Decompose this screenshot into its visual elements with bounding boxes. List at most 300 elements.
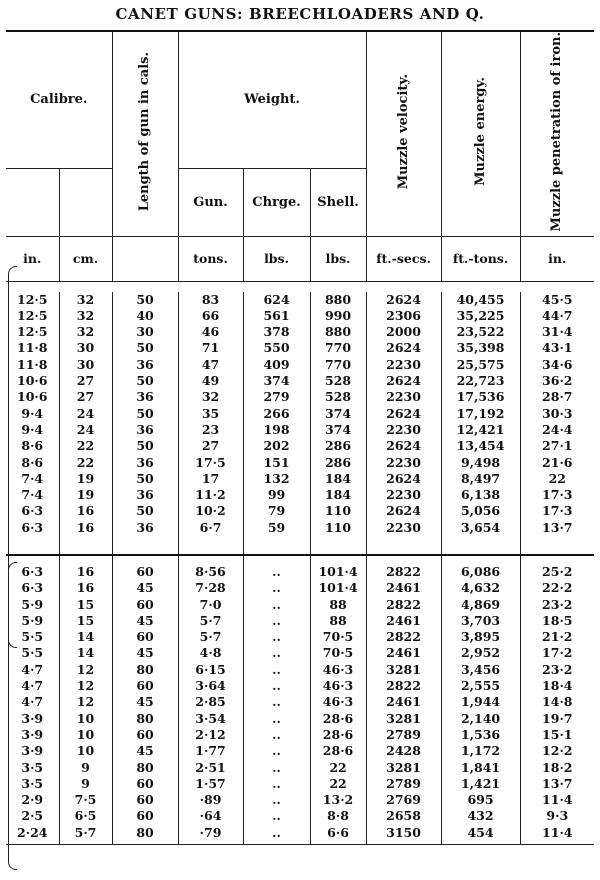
cell-energy: 4,869 [441, 597, 520, 613]
header-penetration: Muzzle penetration of iron. [520, 31, 594, 236]
header-energy: Muzzle energy. [441, 31, 520, 236]
table-row [6, 792, 594, 808]
cell-calibre-in: 2·24 [6, 825, 59, 841]
cell-velocity: 2624 [366, 438, 441, 454]
cell-velocity: 2230 [366, 357, 441, 373]
cell-energy: 1,172 [441, 743, 520, 759]
cell-length-cals: 60 [112, 776, 178, 792]
cell-calibre-cm: 30 [59, 357, 112, 373]
cell-shell-lbs: 374 [310, 422, 366, 438]
table-row [6, 422, 594, 438]
cell-penetration: 36·2 [542, 373, 573, 389]
cell-velocity: 2428 [366, 743, 441, 759]
cell-velocity: 2624 [366, 503, 441, 519]
cell-shell-lbs: 28·6 [310, 727, 366, 743]
cell-gun-tons: 10·2 [178, 503, 243, 519]
cell-shell-lbs: 101·4 [310, 564, 366, 580]
cell-shell-lbs: 286 [310, 455, 366, 471]
cell-penetration: 11·4 [542, 792, 573, 808]
table-row [6, 438, 594, 454]
cell-charge-lbs: .. [243, 792, 310, 808]
cell-penetration: 17·3 [542, 503, 573, 519]
cell-penetration: 21·6 [542, 454, 573, 470]
cell-calibre-in: 10·6 [6, 373, 59, 389]
cell-length-cals: 50 [112, 340, 178, 356]
cell-charge-lbs: .. [243, 613, 310, 629]
table-row [6, 406, 594, 422]
cell-calibre-in: 7·4 [6, 487, 59, 503]
unit-shell-lbs: lbs. [310, 236, 366, 281]
cell-penetration: 15·1 [542, 726, 573, 742]
cell-shell-lbs: 110 [310, 503, 366, 519]
cell-velocity: 2461 [366, 613, 441, 629]
table-row [6, 645, 594, 661]
cell-gun-tons: 46 [178, 324, 243, 340]
cell-calibre-cm: 12 [59, 662, 112, 678]
cell-energy: 40,455 [441, 292, 520, 308]
cell-charge-lbs: 151 [243, 455, 310, 471]
unit-calibre-in: in. [6, 236, 59, 281]
cell-penetration: 30·3 [542, 405, 573, 421]
cell-calibre-cm: 16 [59, 520, 112, 536]
cell-charge-lbs: .. [243, 808, 310, 824]
cell-shell-lbs: 6·6 [310, 825, 366, 841]
cell-length-cals: 60 [112, 678, 178, 694]
cell-calibre-cm: 27 [59, 373, 112, 389]
cell-penetration: 18·2 [542, 759, 573, 775]
table-row [6, 373, 594, 389]
cell-penetration: 43·1 [542, 340, 573, 356]
cell-length-cals: 80 [112, 711, 178, 727]
cell-calibre-in: 10·6 [6, 389, 59, 405]
cell-shell-lbs: 101·4 [310, 580, 366, 596]
cell-calibre-cm: 24 [59, 406, 112, 422]
cell-gun-tons: 2·12 [178, 727, 243, 743]
cell-gun-tons: 83 [178, 292, 243, 308]
cell-gun-tons: ·79 [178, 825, 243, 841]
cell-energy: 2,140 [441, 711, 520, 727]
cell-gun-tons: 2·51 [178, 760, 243, 776]
unit-penetration: in. [548, 251, 567, 267]
cell-length-cals: 50 [112, 503, 178, 519]
cell-shell-lbs: 286 [310, 438, 366, 454]
cell-energy: 35,398 [441, 340, 520, 356]
cell-calibre-cm: 22 [59, 455, 112, 471]
cell-gun-tons: 6·7 [178, 520, 243, 536]
cell-charge-lbs: 409 [243, 357, 310, 373]
table-row [6, 776, 594, 792]
cell-length-cals: 60 [112, 727, 178, 743]
cell-shell-lbs: 880 [310, 292, 366, 308]
cell-shell-lbs: 13·2 [310, 792, 366, 808]
cell-energy: 695 [441, 792, 520, 808]
cell-length-cals: 50 [112, 406, 178, 422]
cell-calibre-cm: 9 [59, 776, 112, 792]
cell-gun-tons: 5·7 [178, 613, 243, 629]
cell-shell-lbs: 22 [310, 760, 366, 776]
cell-shell-lbs: 990 [310, 308, 366, 324]
table-row [6, 808, 594, 824]
unit-velocity: ft.-secs. [366, 236, 441, 281]
cell-calibre-in: 4·7 [6, 678, 59, 694]
header-shell: Shell. [310, 168, 366, 236]
cell-charge-lbs: .. [243, 629, 310, 645]
cell-penetration: 45·5 [542, 291, 573, 307]
cell-length-cals: 50 [112, 373, 178, 389]
cell-calibre-cm: 9 [59, 760, 112, 776]
header-gun: Gun. [178, 168, 243, 236]
cell-charge-lbs: .. [243, 727, 310, 743]
table-row [6, 455, 594, 471]
cell-calibre-in: 9·4 [6, 422, 59, 438]
cell-calibre-cm: 32 [59, 324, 112, 340]
cell-calibre-in: 5·9 [6, 613, 59, 629]
unit-gun-tons: tons. [178, 236, 243, 281]
cell-penetration: 18·5 [542, 612, 573, 628]
cell-length-cals: 45 [112, 613, 178, 629]
table-row [6, 292, 594, 308]
cell-length-cals: 80 [112, 662, 178, 678]
cell-charge-lbs: 79 [243, 503, 310, 519]
cell-shell-lbs: 184 [310, 487, 366, 503]
unit-calibre-cm: cm. [59, 236, 112, 281]
units-row [6, 236, 594, 281]
cell-energy: 12,421 [441, 422, 520, 438]
cell-gun-tons: 35 [178, 406, 243, 422]
cell-penetration: 11·4 [542, 824, 573, 840]
table-row [6, 357, 594, 373]
cell-velocity: 2461 [366, 645, 441, 661]
cell-gun-tons: 3·54 [178, 711, 243, 727]
cell-calibre-cm: 16 [59, 503, 112, 519]
cell-shell-lbs: 528 [310, 389, 366, 405]
cell-gun-tons: 32 [178, 389, 243, 405]
table-row [6, 324, 594, 340]
cell-calibre-cm: 19 [59, 487, 112, 503]
cell-length-cals: 36 [112, 389, 178, 405]
cell-velocity: 2822 [366, 564, 441, 580]
cell-shell-lbs: 770 [310, 340, 366, 356]
cell-calibre-in: 3·9 [6, 711, 59, 727]
cell-velocity: 2624 [366, 340, 441, 356]
cell-gun-tons: ·89 [178, 792, 243, 808]
header-length: Length of gun in cals. [112, 31, 178, 236]
cell-energy: 6,138 [441, 487, 520, 503]
cell-gun-tons: 71 [178, 340, 243, 356]
cell-gun-tons: 17 [178, 471, 243, 487]
cell-gun-tons: 23 [178, 422, 243, 438]
cell-energy: 1,944 [441, 694, 520, 710]
cell-energy: 3,703 [441, 613, 520, 629]
table-row [6, 629, 594, 645]
cell-penetration: 28·7 [542, 389, 573, 405]
cell-energy: 25,575 [441, 357, 520, 373]
cell-shell-lbs: 46·3 [310, 694, 366, 710]
cell-energy: 5,056 [441, 503, 520, 519]
cell-gun-tons: 1·77 [178, 743, 243, 759]
cell-energy: 4,632 [441, 580, 520, 596]
cell-calibre-in: 6·3 [6, 503, 59, 519]
header-calibre-cm-blank [59, 168, 112, 236]
cell-energy: 3,895 [441, 629, 520, 645]
cell-length-cals: 30 [112, 324, 178, 340]
table-row [6, 503, 594, 519]
table-row [6, 340, 594, 356]
cell-calibre-cm: 7·5 [59, 792, 112, 808]
section-separator [6, 536, 594, 555]
cell-velocity: 2230 [366, 389, 441, 405]
cell-calibre-in: 6·3 [6, 580, 59, 596]
cell-shell-lbs: 70·5 [310, 629, 366, 645]
cell-length-cals: 45 [112, 743, 178, 759]
cell-length-cals: 50 [112, 438, 178, 454]
cell-charge-lbs: 266 [243, 406, 310, 422]
cell-energy: 23,522 [441, 324, 520, 340]
cell-shell-lbs: 528 [310, 373, 366, 389]
cell-penetration: 12·2 [542, 743, 573, 759]
header-calibre: Calibre. [6, 31, 112, 168]
cell-charge-lbs: .. [243, 760, 310, 776]
cell-penetration: 17·3 [542, 487, 573, 503]
cell-energy: 17,192 [441, 406, 520, 422]
cell-calibre-in: 11·8 [6, 340, 59, 356]
cell-length-cals: 36 [112, 422, 178, 438]
table-row [6, 580, 594, 596]
cell-energy: 432 [441, 808, 520, 824]
cell-velocity: 2769 [366, 792, 441, 808]
cell-calibre-cm: 19 [59, 471, 112, 487]
cell-penetration: 21·2 [542, 629, 573, 645]
cell-charge-lbs: 550 [243, 340, 310, 356]
table-row [6, 825, 594, 841]
cell-calibre-in: 4·7 [6, 662, 59, 678]
cell-shell-lbs: 770 [310, 357, 366, 373]
cell-penetration: 13·7 [542, 519, 573, 535]
cell-gun-tons: 11·2 [178, 487, 243, 503]
header-calibre-in-blank [6, 168, 59, 236]
cell-calibre-cm: 30 [59, 340, 112, 356]
cell-calibre-in: 6·3 [6, 520, 59, 536]
unit-length-cals [112, 236, 178, 281]
cell-gun-tons: 49 [178, 373, 243, 389]
cell-charge-lbs: .. [243, 694, 310, 710]
cell-penetration: 9·3 [546, 808, 569, 824]
unit-energy: ft.-tons. [441, 236, 520, 281]
canet-guns-table [6, 30, 594, 845]
cell-length-cals: 80 [112, 825, 178, 841]
table-row [6, 743, 594, 759]
cell-calibre-in: 5·5 [6, 645, 59, 661]
cell-shell-lbs: 880 [310, 324, 366, 340]
cell-gun-tons: 6·15 [178, 662, 243, 678]
cell-gun-tons: 47 [178, 357, 243, 373]
cell-penetration: 22·2 [542, 580, 573, 596]
cell-calibre-in: 6·3 [6, 564, 59, 580]
cell-charge-lbs: .. [243, 597, 310, 613]
cell-energy: 35,225 [441, 308, 520, 324]
cell-velocity: 2230 [366, 422, 441, 438]
cell-gun-tons: 1·57 [178, 776, 243, 792]
cell-length-cals: 45 [112, 645, 178, 661]
header-velocity: Muzzle velocity. [366, 31, 441, 236]
section-spacer [6, 555, 594, 564]
cell-length-cals: 60 [112, 629, 178, 645]
cell-gun-tons: 7·0 [178, 597, 243, 613]
cell-gun-tons: ·64 [178, 808, 243, 824]
table-row [6, 564, 594, 580]
cell-energy: 454 [441, 825, 520, 841]
cell-calibre-cm: 16 [59, 580, 112, 596]
cell-velocity: 2461 [366, 694, 441, 710]
table-row [6, 471, 594, 487]
table-row [6, 613, 594, 629]
cell-charge-lbs: .. [243, 580, 310, 596]
cell-charge-lbs: 624 [243, 292, 310, 308]
cell-calibre-in: 4·7 [6, 694, 59, 710]
cell-calibre-cm: 14 [59, 629, 112, 645]
table-row [6, 694, 594, 710]
cell-velocity: 2624 [366, 406, 441, 422]
cell-gun-tons: 66 [178, 308, 243, 324]
cell-length-cals: 45 [112, 694, 178, 710]
cell-length-cals: 80 [112, 760, 178, 776]
cell-charge-lbs: .. [243, 776, 310, 792]
cell-charge-lbs: .. [243, 564, 310, 580]
units-divider [6, 281, 594, 292]
cell-shell-lbs: 88 [310, 613, 366, 629]
cell-energy: 2,952 [441, 645, 520, 661]
table-row [6, 760, 594, 776]
cell-calibre-cm: 15 [59, 597, 112, 613]
cell-velocity: 2624 [366, 471, 441, 487]
cell-energy: 3,456 [441, 662, 520, 678]
cell-calibre-in: 12·5 [6, 308, 59, 324]
cell-penetration: 27·1 [542, 438, 573, 454]
cell-penetration: 25·2 [542, 563, 573, 579]
cell-charge-lbs: 279 [243, 389, 310, 405]
cell-velocity: 2230 [366, 520, 441, 536]
cell-velocity: 2822 [366, 678, 441, 694]
cell-calibre-in: 5·5 [6, 629, 59, 645]
cell-length-cals: 36 [112, 487, 178, 503]
cell-charge-lbs: .. [243, 662, 310, 678]
cell-charge-lbs: .. [243, 743, 310, 759]
cell-penetration: 24·4 [542, 421, 573, 437]
cell-calibre-in: 3·9 [6, 727, 59, 743]
cell-velocity: 2461 [366, 580, 441, 596]
cell-charge-lbs: 198 [243, 422, 310, 438]
cell-calibre-cm: 10 [59, 711, 112, 727]
cell-velocity: 3281 [366, 711, 441, 727]
cell-energy: 3,654 [441, 520, 520, 536]
cell-gun-tons: 8·56 [178, 564, 243, 580]
cell-penetration: 44·7 [542, 307, 573, 323]
table-row [6, 389, 594, 405]
cell-calibre-cm: 22 [59, 438, 112, 454]
table-row [6, 678, 594, 694]
cell-shell-lbs: 88 [310, 597, 366, 613]
cell-calibre-in: 8·6 [6, 455, 59, 471]
cell-length-cals: 36 [112, 455, 178, 471]
cell-energy: 2,555 [441, 678, 520, 694]
cell-calibre-cm: 6·5 [59, 808, 112, 824]
cell-charge-lbs: .. [243, 678, 310, 694]
cell-calibre-in: 11·8 [6, 357, 59, 373]
cell-calibre-cm: 10 [59, 727, 112, 743]
cell-shell-lbs: 8·8 [310, 808, 366, 824]
table-row [6, 487, 594, 503]
table-row [6, 308, 594, 324]
cell-length-cals: 45 [112, 580, 178, 596]
cell-calibre-in: 12·5 [6, 324, 59, 340]
cell-shell-lbs: 184 [310, 471, 366, 487]
cell-calibre-cm: 32 [59, 292, 112, 308]
cell-calibre-in: 3·5 [6, 760, 59, 776]
cell-energy: 17,536 [441, 389, 520, 405]
cell-charge-lbs: .. [243, 711, 310, 727]
cell-calibre-in: 3·9 [6, 743, 59, 759]
cell-calibre-cm: 5·7 [59, 825, 112, 841]
cell-velocity: 3281 [366, 760, 441, 776]
cell-velocity: 3281 [366, 662, 441, 678]
header-charge: Chrge. [243, 168, 310, 236]
cell-penetration: 34·6 [542, 356, 573, 372]
table-row [6, 597, 594, 613]
table-row [6, 662, 594, 678]
table-bottom [6, 841, 594, 845]
cell-calibre-cm: 32 [59, 308, 112, 324]
cell-penetration: 19·7 [542, 710, 573, 726]
cell-calibre-cm: 14 [59, 645, 112, 661]
cell-calibre-cm: 12 [59, 694, 112, 710]
cell-energy: 22,723 [441, 373, 520, 389]
cell-energy: 1,536 [441, 727, 520, 743]
cell-velocity: 2822 [366, 629, 441, 645]
header-weight: Weight. [178, 31, 366, 168]
cell-gun-tons: 7·28 [178, 580, 243, 596]
cell-energy: 6,086 [441, 564, 520, 580]
cell-calibre-in: 12·5 [6, 292, 59, 308]
cell-shell-lbs: 110 [310, 520, 366, 536]
cell-shell-lbs: 28·6 [310, 711, 366, 727]
table-row [6, 727, 594, 743]
cell-length-cals: 60 [112, 597, 178, 613]
unit-charge-lbs: lbs. [243, 236, 310, 281]
cell-gun-tons: 27 [178, 438, 243, 454]
cell-penetration: 18·4 [542, 678, 573, 694]
cell-charge-lbs: 59 [243, 520, 310, 536]
cell-velocity: 2624 [366, 292, 441, 308]
cell-energy: 13,454 [441, 438, 520, 454]
cell-charge-lbs: 561 [243, 308, 310, 324]
cell-penetration: 31·4 [542, 324, 573, 340]
cell-length-cals: 40 [112, 308, 178, 324]
cell-calibre-cm: 10 [59, 743, 112, 759]
cell-energy: 9,498 [441, 455, 520, 471]
cell-length-cals: 50 [112, 471, 178, 487]
cell-calibre-in: 9·4 [6, 406, 59, 422]
cell-velocity: 2789 [366, 776, 441, 792]
cell-energy: 1,841 [441, 760, 520, 776]
cell-charge-lbs: 202 [243, 438, 310, 454]
cell-velocity: 2230 [366, 455, 441, 471]
cell-velocity: 3150 [366, 825, 441, 841]
cell-gun-tons: 5·7 [178, 629, 243, 645]
cell-calibre-cm: 16 [59, 564, 112, 580]
cell-penetration: 13·7 [542, 775, 573, 791]
cell-calibre-in: 3·5 [6, 776, 59, 792]
cell-velocity: 2822 [366, 597, 441, 613]
